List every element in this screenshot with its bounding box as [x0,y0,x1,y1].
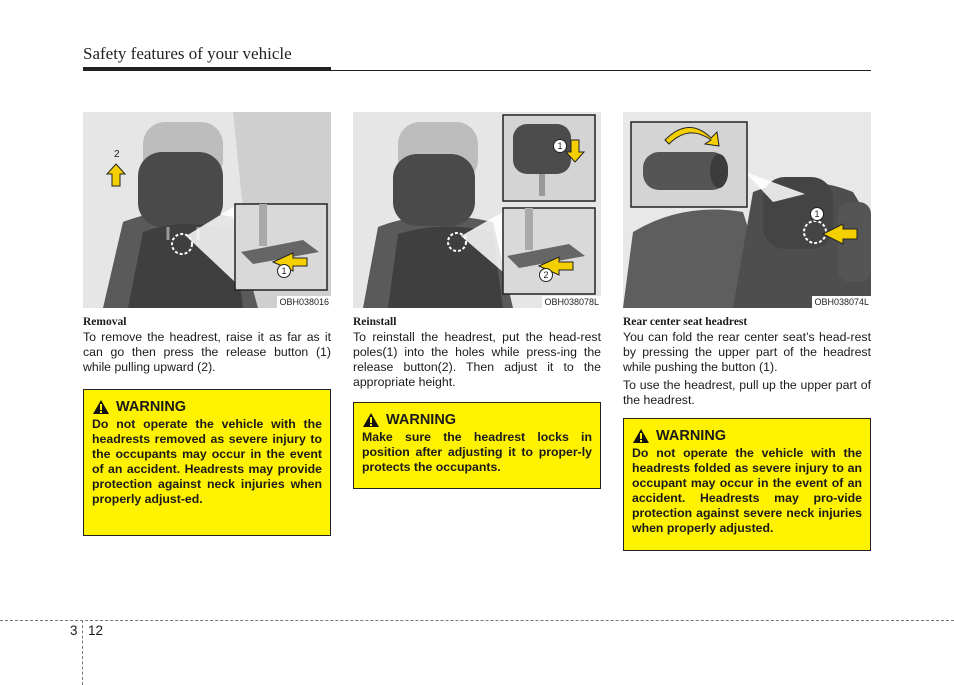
warning-title: WARNING [116,399,187,415]
callout-1: 1 [553,139,567,153]
warning-box-removal [83,389,331,536]
callout-1: 1 [277,264,291,278]
chapter-number: 3 [70,623,78,638]
figure-code: OBH038016 [279,297,329,307]
callout-2: 2 [114,149,120,160]
page-number: 12 [88,623,104,638]
warning-box-reinstall [353,402,601,489]
warning-text: Make sure the headrest locks in position after adjusting it to proper-ly protects the occupants. [362,430,592,474]
header-rule [83,70,871,71]
warning-triangle-icon [92,399,110,415]
warning-title: WARNING [386,412,457,428]
warning-text: Do not operate the vehicle with the headrests removed as severe injury to the occupants may occur in the event of an accident. Headrests may provide protection against neck injuries when properly adjust-ed. [92,417,322,506]
column-rear-center [623,112,871,408]
callout-2: 2 [539,268,553,282]
warning-box-rear-center [623,418,871,551]
removal-instructions: To remove the headrest, raise it as far as it can go then press the release button (1) while pulling upward (2). [83,330,331,374]
reinstall-instructions: To reinstall the headrest, put the head-rest poles(1) into the holes while press-ing the release button(2). Then adjust it to the appropriate height. [353,330,601,389]
warning-triangle-icon [362,412,380,428]
section-heading-reinstall: Reinstall [353,316,397,328]
figure-code: OBH038074L [814,297,869,307]
rear-center-instructions-2: To use the headrest, pull up the upper part of the headrest. [623,378,871,407]
footer-divider [82,620,83,685]
headrest-removal-illustration [83,112,331,308]
column-reinstall [353,112,601,390]
footer-rule [0,620,954,621]
warning-title: WARNING [656,428,727,444]
warning-triangle-icon [632,428,650,444]
callout-1: 1 [810,207,824,221]
figure-removal [83,112,331,308]
rear-center-headrest-illustration [623,112,871,308]
column-removal [83,112,331,375]
section-heading-removal: Removal [83,316,127,328]
page-header-title: Safety features of your vehicle [83,44,292,63]
figure-code: OBH038078L [544,297,599,307]
section-heading-rear-center: Rear center seat headrest [623,316,748,328]
warning-text: Do not operate the vehicle with the headrests folded as severe injury to an occupant may occur in the event of an accident. Headrests may pro-vide protection against severe neck injuries when properly adjusted. [632,446,862,535]
rear-center-instructions: You can fold the rear center seat’s head-rest by pressing the upper part of the headrest while pushing the button (1). [623,330,871,374]
figure-reinstall [353,112,601,308]
figure-rear-center [623,112,871,308]
